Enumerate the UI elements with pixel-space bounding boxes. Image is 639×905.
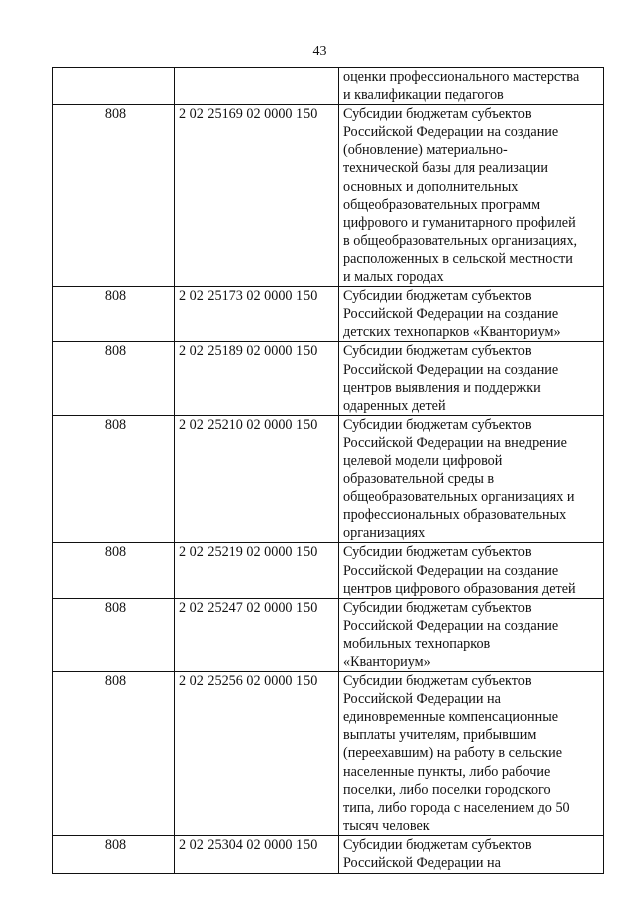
admin-code-cell: 808: [53, 598, 175, 671]
table-row: [53, 68, 604, 105]
table-row: [53, 672, 604, 836]
budget-code-cell: 2 02 25247 02 0000 150: [175, 598, 339, 671]
table-row: [53, 598, 604, 671]
admin-code-cell: 808: [53, 543, 175, 598]
budget-code-cell: 2 02 25304 02 0000 150: [175, 835, 339, 873]
description-cell: Субсидии бюджетам субъектов Российской Федерации на создание мобильных технопарков «Кванториум»: [339, 598, 604, 671]
page-number: 43: [312, 44, 327, 59]
budget-code-cell: 2 02 25219 02 0000 150: [175, 543, 339, 598]
budget-code-cell: 2 02 25210 02 0000 150: [175, 415, 339, 543]
admin-code-cell: [53, 68, 175, 105]
table-row: [53, 342, 604, 415]
admin-code-cell: 808: [53, 835, 175, 873]
description-cell: Субсидии бюджетам субъектов Российской Федерации на создание центров цифрового образования детей: [339, 543, 604, 598]
admin-code-cell: 808: [53, 672, 175, 836]
table-row: [53, 287, 604, 342]
description-cell: Субсидии бюджетам субъектов Российской Федерации на: [339, 835, 604, 873]
description-cell: оценки профессионального мастерства и квалификации педагогов: [339, 68, 604, 105]
budget-code-cell: 2 02 25189 02 0000 150: [175, 342, 339, 415]
budget-code-cell: 2 02 25169 02 0000 150: [175, 105, 339, 287]
description-cell: Субсидии бюджетам субъектов Российской Федерации на внедрение целевой модели цифровой образовательной среды в общеобразовательных организациях и профессиональных образовательных организациях: [339, 415, 604, 543]
description-cell: Субсидии бюджетам субъектов Российской Федерации на создание детских технопарков «Кванториум»: [339, 287, 604, 342]
table-row: [53, 835, 604, 873]
table-row: [53, 415, 604, 543]
table-row: [53, 105, 604, 287]
budget-code-cell: [175, 68, 339, 105]
budget-code-cell: 2 02 25173 02 0000 150: [175, 287, 339, 342]
admin-code-cell: 808: [53, 342, 175, 415]
description-cell: Субсидии бюджетам субъектов Российской Федерации на создание (обновление) материально- технической базы для реализации основных и дополнительных общеобразовательных программ цифрового и гуманитарного профилей в общеобразовательных организациях, расположенных в сельской местности и малых городах: [339, 105, 604, 287]
admin-code-cell: 808: [53, 415, 175, 543]
budget-code-cell: 2 02 25256 02 0000 150: [175, 672, 339, 836]
admin-code-cell: 808: [53, 105, 175, 287]
description-cell: Субсидии бюджетам субъектов Российской Федерации на создание центров выявления и поддержки одаренных детей: [339, 342, 604, 415]
admin-code-cell: 808: [53, 287, 175, 342]
description-cell: Субсидии бюджетам субъектов Российской Федерации на единовременные компенсационные выплаты учителям, прибывшим (переехавшим) на работу в сельские населенные пункты, либо рабочие поселки, либо поселки городского типа, либо города с населением до 50 тысяч человек: [339, 672, 604, 836]
table-row: [53, 543, 604, 598]
budget-codes-table: [52, 67, 604, 874]
